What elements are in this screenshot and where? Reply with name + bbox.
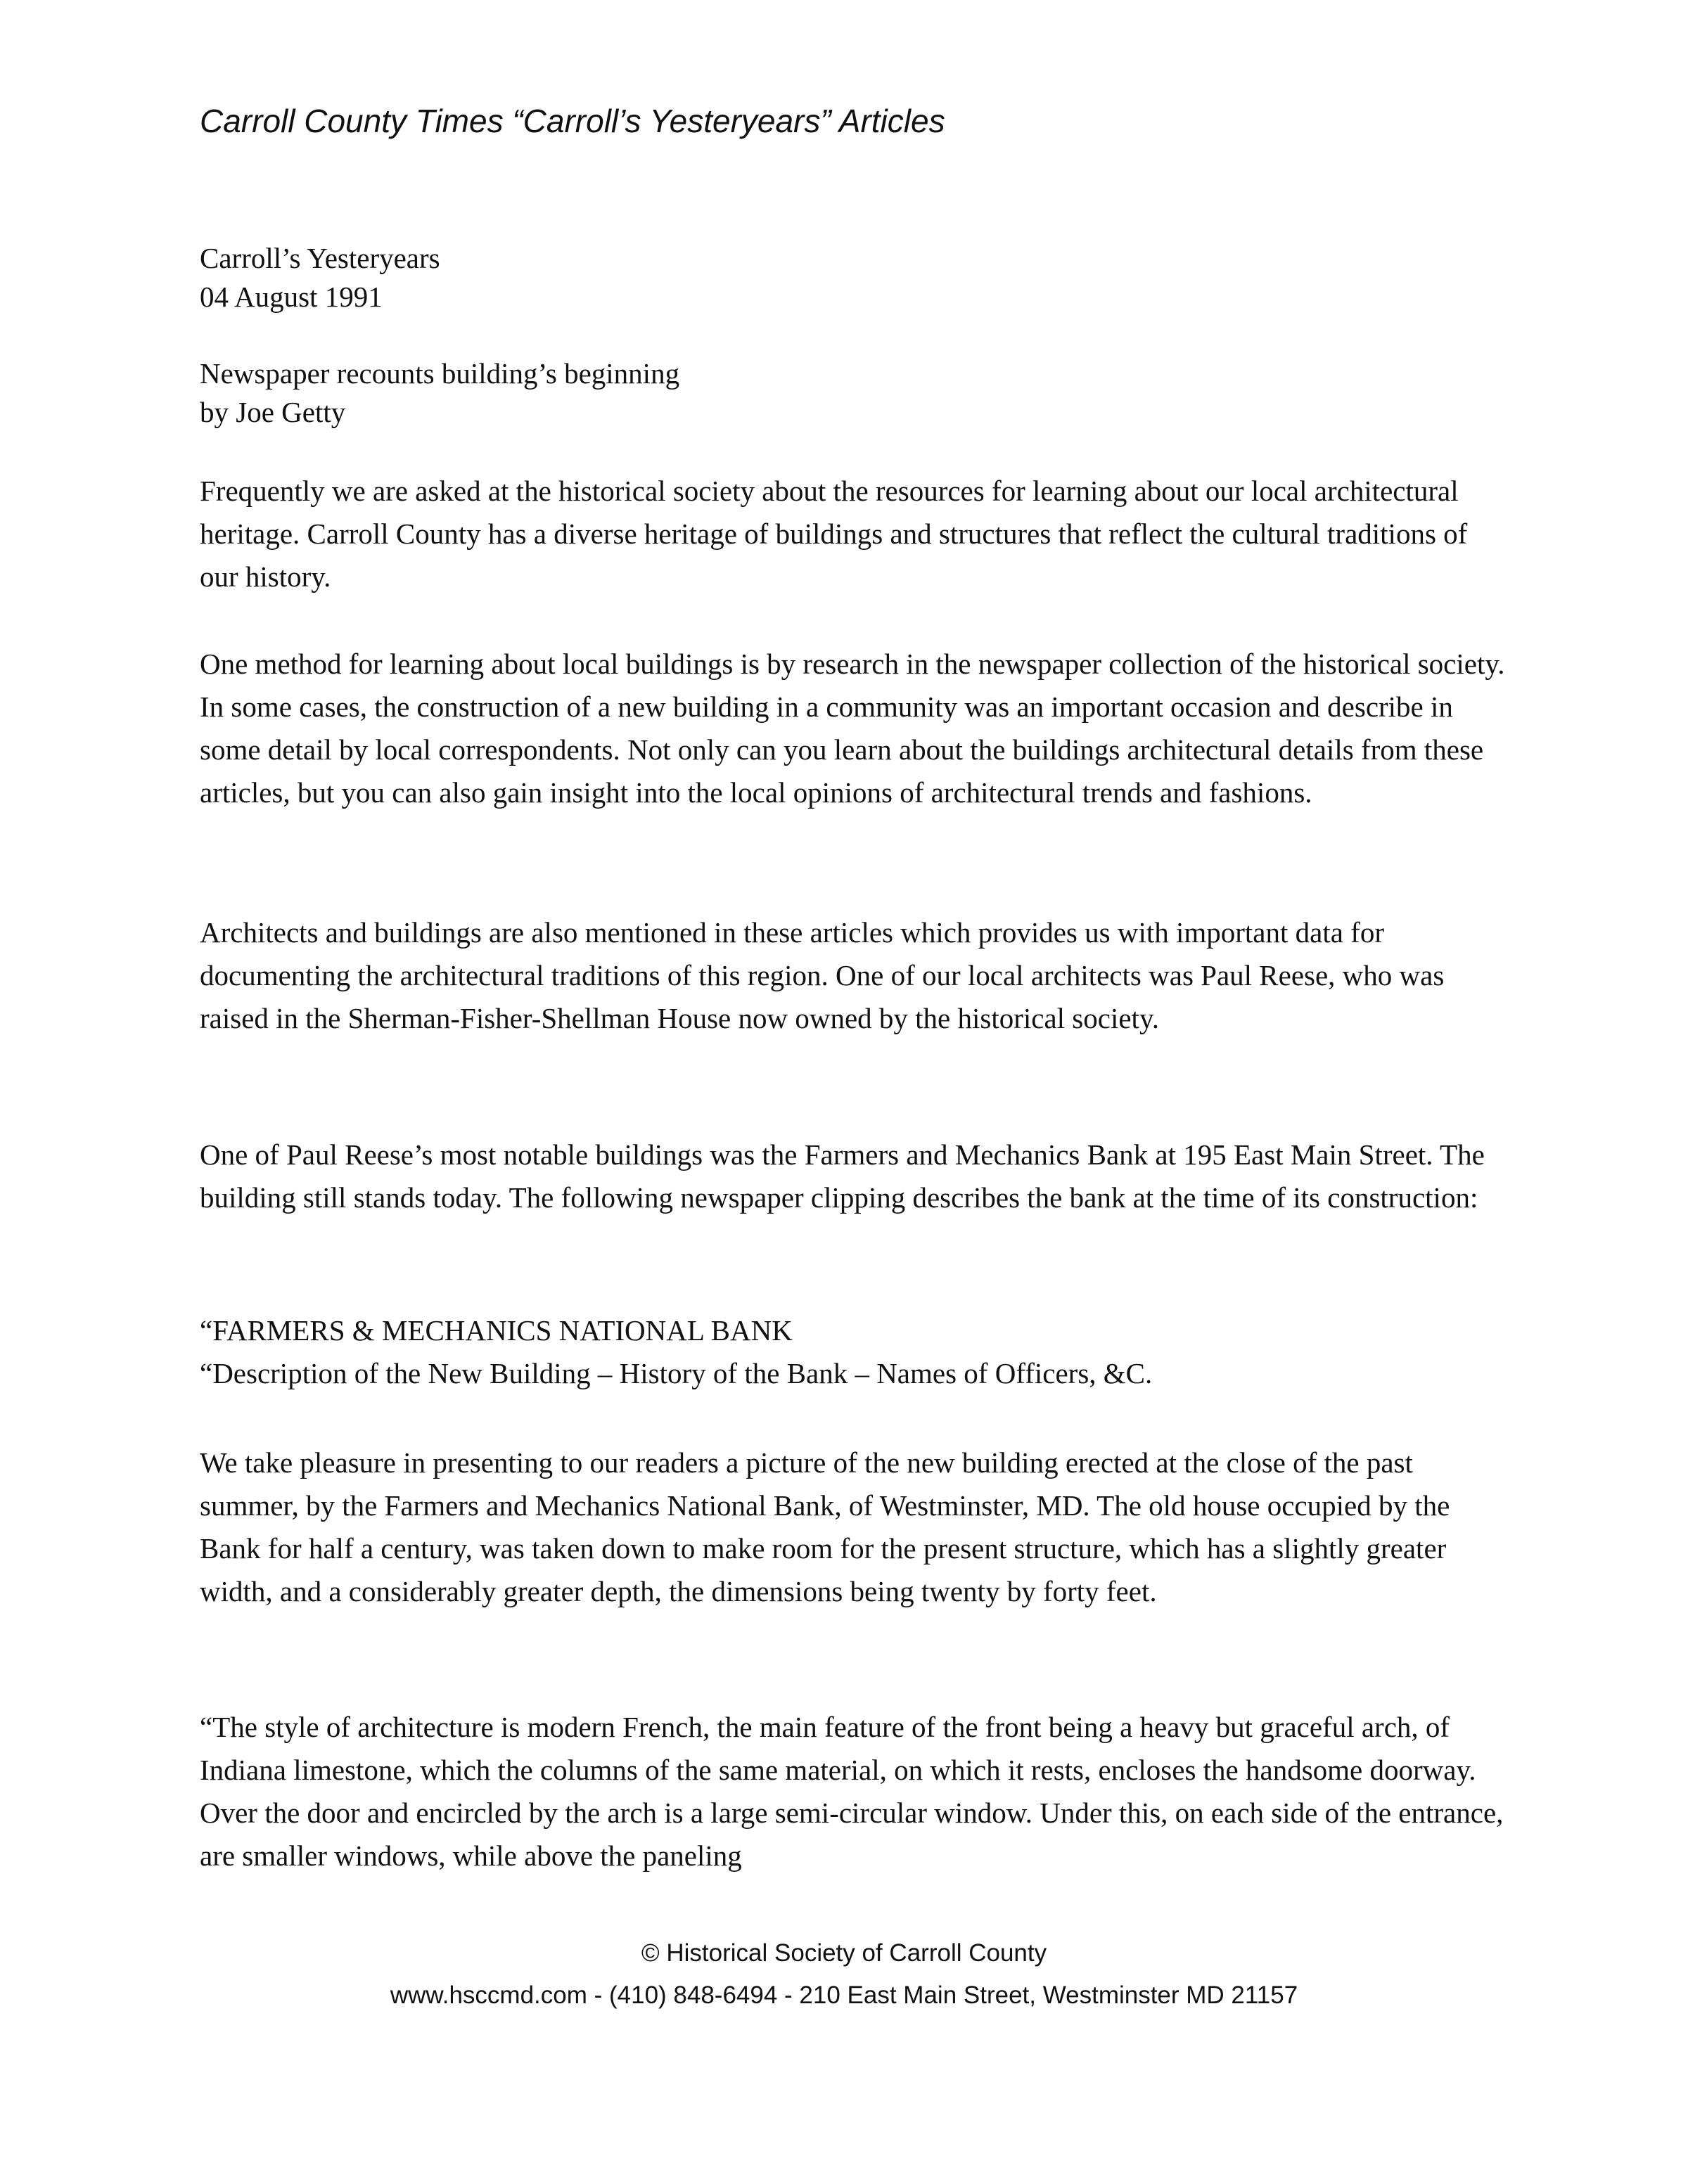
article-date: 04 August 1991 [200, 281, 383, 313]
footer-copyright: © Historical Society of Carroll County [641, 1939, 1047, 1967]
article-byline: by Joe Getty [200, 396, 346, 428]
paragraph-text: Architects and buildings are also mentioned in these articles which provides us with important data for documenting the architectural traditions of this region. One of our local architects was Paul Reese, who was raised in the Sherman-Fisher-Shellman House now owned by the historical society. [200, 916, 1445, 1034]
paragraph-2 [200, 643, 1508, 814]
paragraph-text: Frequently we are asked at the historical society about the resources for learning about our local architectural heritage. Carroll County has a diverse heritage of buildings and structures that reflect the cultural traditions of our history. [200, 475, 1468, 593]
article-column: Carroll’s Yesteryears [200, 242, 440, 274]
article-headline: Newspaper recounts building’s beginning [200, 357, 680, 390]
article-headline-block [200, 354, 1508, 432]
paragraph-text: We take pleasure in presenting to our readers a picture of the new building erected at the close of the past summer, by the Farmers and Mechanics National Bank, of Westminster, MD. The old house occupied by the Bank for half a century, was taken down to make room for the present structure, which has a slightly greater width, and a considerably greater depth, the dimensions being twenty by forty feet. [200, 1446, 1450, 1607]
paragraph-1 [200, 470, 1508, 598]
clipping-title: “FARMERS & MECHANICS NATIONAL BANK [200, 1314, 793, 1347]
footer-contact: www.hsccmd.com - (410) 848-6494 - 210 East Main Street, Westminster MD 21157 [390, 1981, 1298, 2009]
clipping-heading-block [200, 1309, 1508, 1395]
clipping-subtitle: “Description of the New Building – History of the Bank – Names of Officers, &C. [200, 1357, 1153, 1389]
paragraph-text: One method for learning about local buildings is by research in the newspaper collection of the historical society. In some cases, the construction of a new building in a community was an important occasion and describe in some detail by local correspondents. Not only can you learn about the buildings architectural details from these articles, but you can also gain insight into the local opinions of architectural trends and fashions. [200, 648, 1505, 809]
paragraph-text: One of Paul Reese’s most notable buildings was the Farmers and Mechanics Bank at 195 East Main Street. The building still stands today. The following newspaper clipping describes the bank at the time of its construction: [200, 1138, 1485, 1214]
page-footer [0, 1932, 1688, 2017]
paragraph-text: “The style of architecture is modern French, the main feature of the front being a heavy but graceful arch, of Indiana limestone, which the columns of the same material, on which it rests, encloses the handsome doorway. Over the door and encircled by the arch is a large semi-circular window. Under this, on each side of the entrance, are smaller windows, while above the paneling [200, 1711, 1504, 1872]
clipping-paragraph-2 [200, 1706, 1508, 1877]
article-column-block [200, 239, 1508, 316]
paragraph-3 [200, 911, 1508, 1040]
clipping-paragraph-1 [200, 1441, 1508, 1613]
page-header: Carroll County Times “Carroll’s Yesteryears” Articles [200, 103, 945, 139]
paragraph-4 [200, 1133, 1508, 1219]
